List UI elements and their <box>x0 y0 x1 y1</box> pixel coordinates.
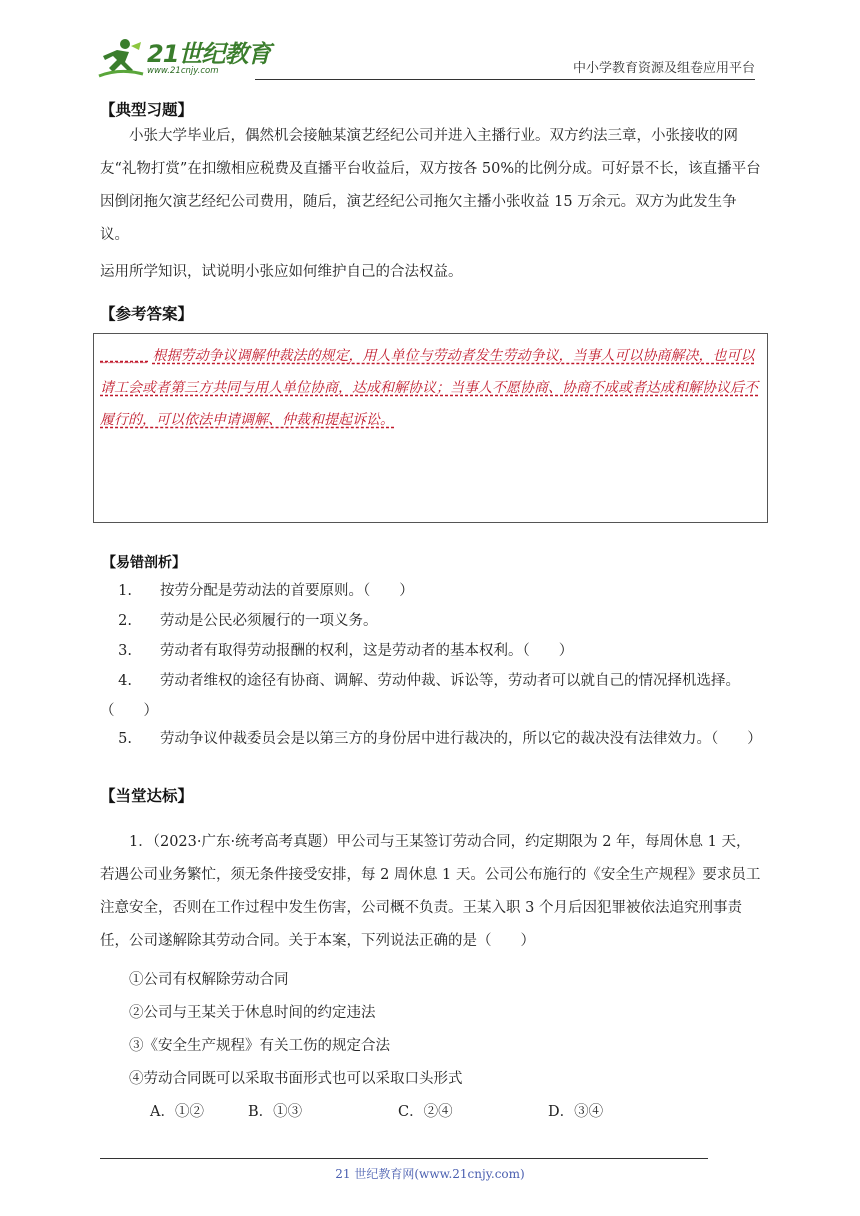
choice-b: B．①③ <box>248 1104 303 1120</box>
page-header <box>95 36 755 80</box>
error-item: 5. 劳动争议仲裁委员会是以第三方的身份居中进行裁决的，所以它的裁决没有法律效力。（ ） <box>118 731 762 747</box>
footer-text: 21 世纪教育网(www.21cnjy.com) <box>335 1167 525 1181</box>
typical-title: 【典型习题】 <box>100 101 194 119</box>
footer-divider <box>100 1158 708 1159</box>
typical-paragraph: 小张大学毕业后，偶然机会接触某演艺经纪公司并进入主播行业。双方约法三章，小张接收的网友“礼物打赏”在扣缴相应税费及直播平台收益后，双方按各 50%的比例分成。可好景不长，该直播平台因倒闭拖欠演艺经纪公司费用，随后，演艺经纪公司拖欠主播小张收益 15 万余元。双方为此发生争议。 <box>100 128 761 243</box>
practice-stem: 1．（2023·广东·统考高考真题）甲公司与王某签订劳动合同，约定期限为 2 年，每周休息 1 天，若遇公司业务繁忙，须无条件接受安排，每 2 周休息 1 天。公司公布施行的《安全生产规程》要求员工注意安全，否则在工作过程中发生伤害，公司概不负责。王某入职 3 个月后因犯罪被依法追究刑事责任，公司遂解除其劳动合同。关于本案，下列说法正确的是（ ） <box>100 834 761 949</box>
logo-url: www.21cnjy.com <box>147 66 219 76</box>
answer-blank: ______ <box>100 348 148 364</box>
error-item: 3. 劳动者有取得劳动报酬的权利，这是劳动者的基本权利。（ ） <box>118 643 574 659</box>
platform-name: 中小学教育资源及组卷应用平台 <box>572 61 755 76</box>
errors-title: 【易错剖析】 <box>102 555 186 571</box>
answer-text <box>100 340 762 436</box>
choice-a: A．①② <box>150 1104 204 1120</box>
runner-logo-icon <box>95 38 145 80</box>
answer-content: 根据劳动争议调解仲裁法的规定，用人单位与劳动者发生劳动争议，当事人可以协商解决，也可以请工会或者第三方共同与用人单位协商，达成和解协议；当事人不愿协商、协商不成或者达成和解协议后不履行的，可以依法申请调解、仲裁和提起诉讼。 <box>100 348 758 428</box>
option-1: ①公司有权解除劳动合同 <box>129 972 289 988</box>
typical-question: 运用所学知识，试说明小张应如何维护自己的合法权益。 <box>100 264 463 280</box>
choice-d: D．③④ <box>548 1104 604 1120</box>
header-divider <box>255 79 755 80</box>
choice-c: C．②④ <box>398 1104 453 1120</box>
practice-title: 【当堂达标】 <box>100 787 194 805</box>
error-item: 1. 按劳分配是劳动法的首要原则。（ ） <box>118 583 414 599</box>
answer-title: 【参考答案】 <box>100 305 194 323</box>
logo <box>95 36 270 80</box>
option-4: ④劳动合同既可以采取书面形式也可以采取口头形式 <box>129 1071 463 1087</box>
logo-title: 21世纪教育 <box>147 40 271 68</box>
error-item: 4. 劳动者维权的途径有协商、调解、劳动仲裁、诉讼等，劳动者可以就自己的情况择机选择。（ ） <box>100 673 740 719</box>
option-3: ③《安全生产规程》有关工伤的规定合法 <box>129 1038 390 1054</box>
option-2: ②公司与王某关于休息时间的约定违法 <box>129 1005 376 1021</box>
error-item: 2. 劳动是公民必须履行的一项义务。 <box>118 613 378 629</box>
